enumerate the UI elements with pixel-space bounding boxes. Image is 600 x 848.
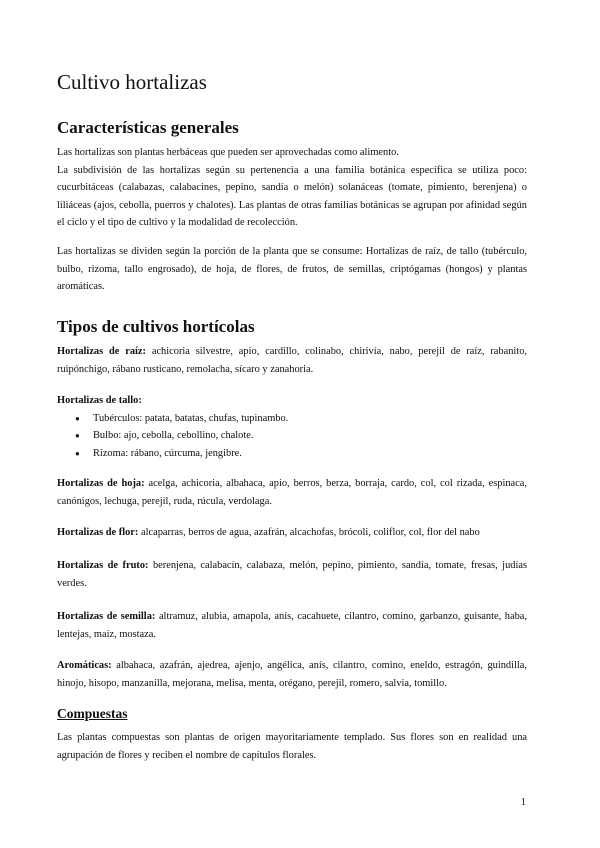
text-aromaticas: albahaca, azafrán, ajedrea, ajenjo, angélica, anís, cilantro, comino, eneldo, estragón, guindilla, hinojo, hisopo, manzanilla, mejorana, melisa, menta, orégano, perejil, romero, salvia, tomillo. — [57, 660, 527, 689]
paragraph-hoja — [57, 475, 527, 510]
label-fruto: Hortalizas de fruto: — [57, 560, 149, 571]
label-semilla: Hortalizas de semilla: — [57, 611, 156, 622]
label-flor: Hortalizas de flor: — [57, 527, 139, 538]
bullet-list-tallo — [57, 410, 527, 463]
text-fruto: berenjena, calabacín, calabaza, melón, pepino, pimiento, sandía, tomate, fresas, judías verdes. — [57, 560, 527, 589]
page-number: 1 — [520, 797, 526, 808]
text-hoja: acelga, achicoria, albahaca, apio, berros, berza, borraja, cardo, col, col rizada, espinaca, canónigos, lechuga, perejil, ruda, rúcula, verdolaga. — [57, 478, 527, 507]
heading-caracteristicas: Características generales — [57, 118, 239, 137]
paragraph-aromaticas — [57, 657, 527, 692]
paragraph-semilla — [57, 608, 527, 643]
heading-tipos: Tipos de cultivos hortícolas — [57, 317, 255, 336]
text-semilla: altramuz, alubia, amapola, anís, cacahuete, cilantro, comino, garbanzo, guisante, haba, lentejas, maíz, mostaza. — [57, 611, 527, 640]
paragraph-fruto — [57, 557, 527, 592]
label-tallo: Hortalizas de tallo: — [57, 395, 142, 406]
list-item: ● Tubérculos: patata, batatas, chufas, tupinambo. — [57, 410, 527, 428]
heading-compuestas: Compuestas — [57, 706, 128, 721]
paragraph-compuestas: Las plantas compuestas son plantas de origen mayoritariamente templado. Sus flores son en realidad una agrupación de flores y reciben el nombre de capítulos florales. — [57, 732, 527, 761]
paragraph-raiz — [57, 343, 527, 378]
paragraph-subdivision: La subdivisión de las hortalizas según su pertenencia a una familia botánica específica se utiliza poco: cucurbitáceas (calabazas, calabacines, pepino, sandía o melón) solanáceas (tomate, pimiento, berenjena) o liliáceas (ajos, cebolla, puerros y chalotes). Las plantas de otras familias botánicas se agrupan por afinidad según el ciclo y el tipo de cultivo y la modalidad de recolección. — [57, 164, 527, 228]
paragraph-flor — [57, 524, 527, 542]
label-aromaticas: Aromáticas: — [57, 660, 112, 671]
list-item: ● Rizoma: rábano, cúrcuma, jengibre. — [57, 445, 527, 463]
paragraph-tallo — [57, 392, 527, 410]
document-title: Cultivo hortalizas — [57, 70, 207, 94]
paragraph-division: Las hortalizas se dividen según la porción de la planta que se consume: Hortalizas de raíz, de tallo (tubérculo, bulbo, rizoma, tallo engrosado), de hoja, de flores, de frutos, de semillas, criptógamas (hongos) y plantas aromáticas. — [57, 246, 527, 292]
text-flor: alcaparras, berros de agua, azafrán, alcachofas, brócoli, coliflor, col, flor del nabo — [138, 527, 480, 538]
list-item: ● Bulbo: ajo, cebolla, cebollino, chalote. — [57, 427, 527, 445]
label-raiz: Hortalizas de raíz: — [57, 346, 146, 357]
label-hoja: Hortalizas de hoja: — [57, 478, 145, 489]
text-raiz: achicoria silvestre, apio, cardillo, colinabo, chirivía, nabo, perejil de raíz, rabanito, ruipónchigo, rábano rusticano, remolacha, sícaro y zanahoria. — [57, 346, 527, 375]
paragraph-intro: Las hortalizas son plantas herbáceas que pueden ser aprovechadas como alimento. — [57, 147, 399, 158]
